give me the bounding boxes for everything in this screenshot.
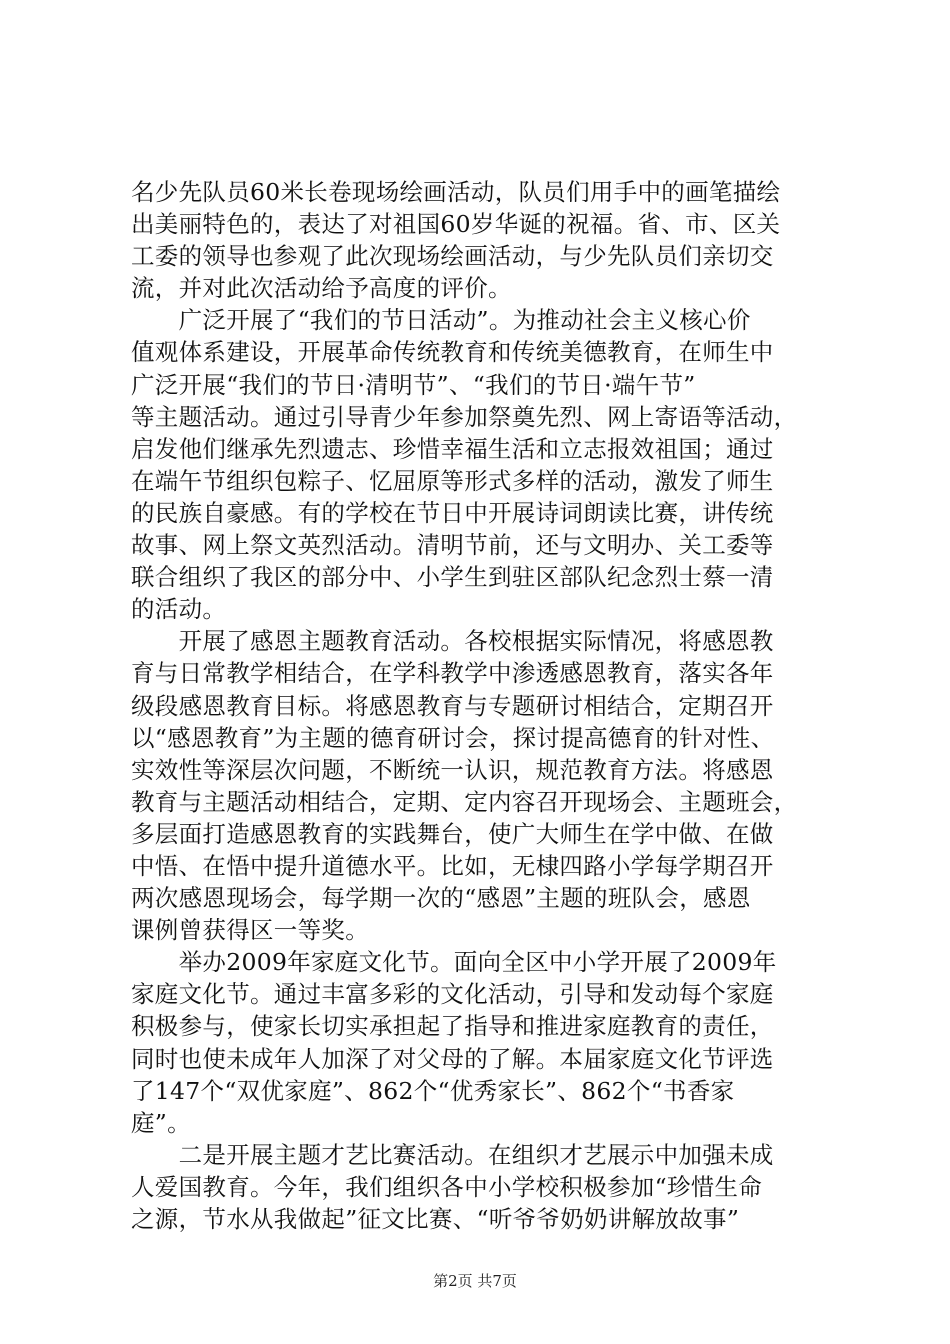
text-line: 人爱国教育。今年，我们组织各中小学校积极参加“珍惜生命 <box>131 1172 763 1201</box>
text-line: 联合组织了我区的部分中、小学生到驻区部队纪念烈士蔡一清 <box>131 563 774 592</box>
text-line: 之源，节水从我做起”征文比赛、“听爷爷奶奶讲解放故事” <box>131 1205 740 1233</box>
page-footer: 第2页 共7页 <box>433 1272 517 1290</box>
text-line: 育与日常教学相结合，在学科教学中渗透感恩教育，落实各年 <box>131 659 774 688</box>
text-line: 级段感恩教育目标。将感恩教育与专题研讨相结合，定期召开 <box>131 691 774 720</box>
text-line: 等主题活动。通过引导青少年参加祭奠先烈、网上寄语等活动， <box>131 402 798 431</box>
text-line: 启发他们继承先烈遗志、珍惜幸福生活和立志报效祖国；通过 <box>131 434 774 463</box>
text-line: 以“感恩教育”为主题的德育研讨会，探讨提高德育的针对性、 <box>131 723 775 752</box>
text-line: 二是开展主题才艺比赛活动。在组织才艺展示中加强未成 <box>131 1140 774 1169</box>
text-line: 故事、网上祭文英烈活动。清明节前，还与文明办、关工委等 <box>131 531 774 560</box>
text-line: 实效性等深层次问题，不断统一认识，规范教育方法。将感恩 <box>131 755 774 784</box>
text-line: 流，并对此次活动给予高度的评价。 <box>131 274 512 303</box>
text-line: 了147个“双优家庭”、862个“优秀家长”、862个“书香家 <box>131 1076 735 1105</box>
body-text <box>131 176 821 1235</box>
text-line: 的民族自豪感。有的学校在节日中开展诗词朗读比赛，讲传统 <box>131 498 774 527</box>
text-line: 积极参与，使家长切实承担起了指导和推进家庭教育的责任， <box>131 1012 774 1041</box>
text-line: 值观体系建设，开展革命传统教育和传统美德教育，在师生中 <box>131 338 774 367</box>
text-line: 家庭文化节。通过丰富多彩的文化活动，引导和发动每个家庭 <box>131 980 774 1009</box>
text-line: 出美丽特色的，表达了对祖国60岁华诞的祝福。省、市、区关 <box>131 210 781 239</box>
text-line: 同时也使未成年人加深了对父母的了解。本届家庭文化节评选 <box>131 1044 774 1073</box>
text-line: 开展了感恩主题教育活动。各校根据实际情况，将感恩教 <box>131 627 774 656</box>
text-line: 广泛开展“我们的节日·清明节”、“我们的节日·端午节” <box>131 370 696 399</box>
text-line: 举办2009年家庭文化节。面向全区中小学开展了2009年 <box>131 948 777 977</box>
text-line: 工委的领导也参观了此次现场绘画活动，与少先队员们亲切交 <box>131 242 774 271</box>
text-line: 多层面打造感恩教育的实践舞台，使广大师生在学中做、在做 <box>131 819 774 848</box>
text-line: 的活动。 <box>131 595 227 624</box>
text-line: 在端午节组织包粽子、忆屈原等形式多样的活动，激发了师生 <box>131 466 774 495</box>
text-line: 课例曾获得区一等奖。 <box>131 916 369 945</box>
text-line: 庭”。 <box>131 1108 191 1137</box>
text-line: 名少先队员60米长卷现场绘画活动，队员们用手中的画笔描绘 <box>131 178 781 206</box>
text-line: 中悟、在悟中提升道德水平。比如，无棣四路小学每学期召开 <box>131 851 774 880</box>
text-line: 广泛开展了“我们的节日活动”。为推动社会主义核心价 <box>131 306 751 335</box>
text-line: 教育与主题活动相结合，定期、定内容召开现场会、主题班会， <box>131 787 798 816</box>
text-line: 两次感恩现场会，每学期一次的“感恩”主题的班队会，感恩 <box>131 884 751 913</box>
